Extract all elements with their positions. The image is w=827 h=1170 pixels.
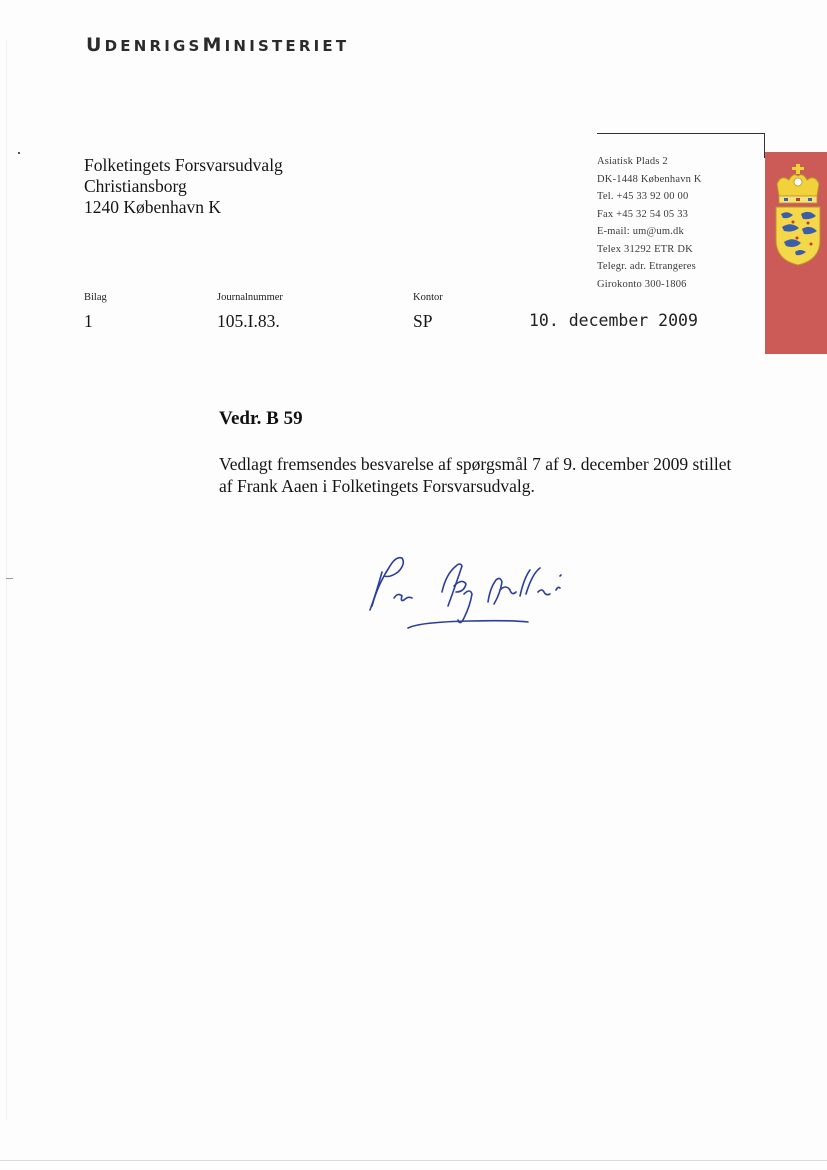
attachment-value: 1 xyxy=(84,311,93,331)
sender-telex: Telex 31292 ETR DK xyxy=(597,243,693,255)
letter-date: 10. december 2009 xyxy=(529,311,698,330)
scan-edge-bottom xyxy=(0,1160,827,1161)
body-line: af Frank Aaen i Folketingets Forsvarsudvalg. xyxy=(219,476,535,496)
body-line: Vedlagt fremsendes besvarelse af spørgsmål 7 af 9. december 2009 stillet xyxy=(219,454,732,474)
ministry-name-initial-m: M xyxy=(202,34,225,56)
handwritten-signature xyxy=(360,544,590,639)
scan-speck xyxy=(18,152,20,154)
letter-body xyxy=(219,453,759,497)
ministry-name-part: DENRIGS xyxy=(104,37,203,55)
letter-subject: Vedr. B 59 xyxy=(219,408,303,429)
journal-number-label: Journalnummer xyxy=(217,292,283,303)
sender-rule xyxy=(597,133,765,134)
ministry-name-end: INISTERIET xyxy=(224,37,350,55)
sender-giro: Girokonto 300-1806 xyxy=(597,278,687,290)
coat-of-arms-icon xyxy=(773,162,823,267)
recipient-line: Folketingets Forsvarsudvalg xyxy=(84,155,283,175)
scan-speck xyxy=(6,578,13,579)
sender-postal: DK-1448 København K xyxy=(597,173,702,185)
recipient-line: 1240 København K xyxy=(84,197,222,217)
ministry-name-initial: U xyxy=(86,34,105,56)
sender-phone: Tel. +45 33 92 00 00 xyxy=(597,191,689,202)
sender-info xyxy=(597,153,702,293)
office-label: Kontor xyxy=(413,292,443,303)
sender-email: E-mail: um@um.dk xyxy=(597,226,684,237)
sender-telegram: Telegr. adr. Etrangeres xyxy=(597,261,696,272)
recipient-line: Christiansborg xyxy=(84,176,187,196)
office-value: SP xyxy=(413,311,433,331)
sender-address: Asiatisk Plads 2 xyxy=(597,156,668,167)
journal-number-value: 105.I.83. xyxy=(217,311,280,331)
scan-edge-left xyxy=(6,40,7,1120)
ministry-name xyxy=(86,34,349,56)
attachment-label: Bilag xyxy=(84,292,107,303)
recipient-address xyxy=(84,155,283,218)
sender-fax: Fax +45 32 54 05 33 xyxy=(597,208,689,220)
emblem-band xyxy=(765,152,827,354)
